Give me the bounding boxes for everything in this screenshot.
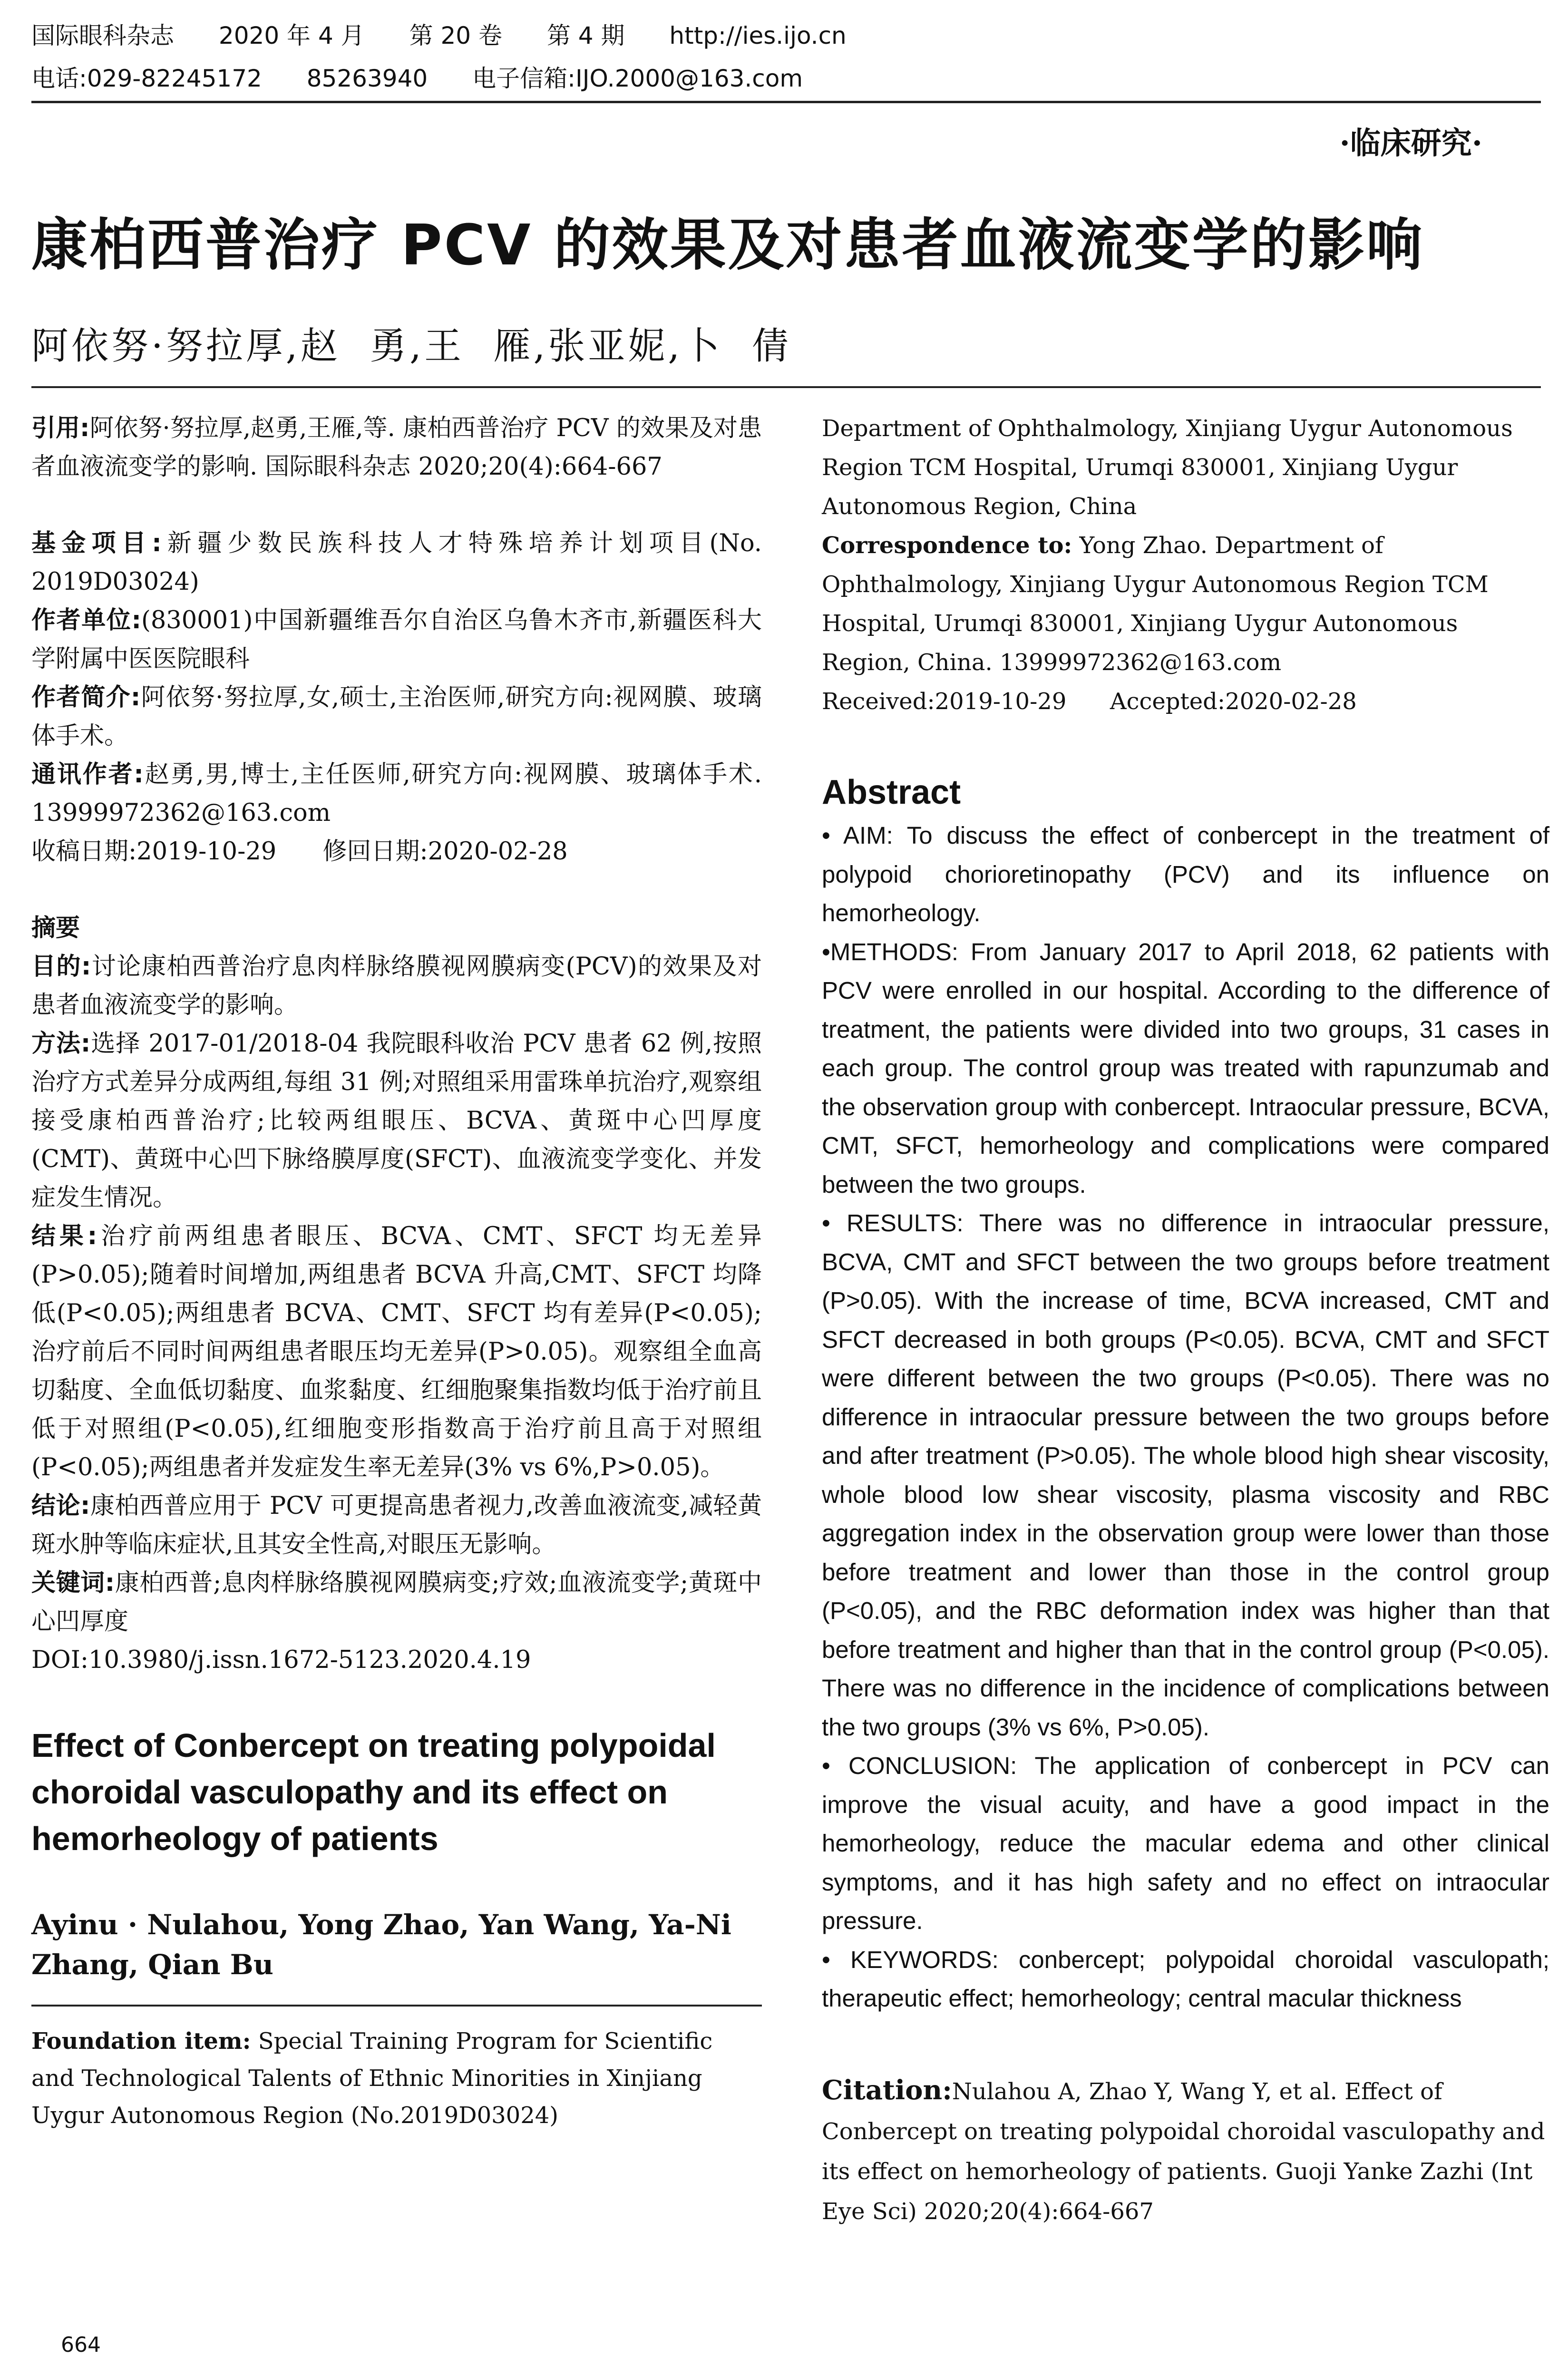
left-column bbox=[31, 409, 762, 2134]
email[interactable]: 电子信箱:IJO.2000@163.com bbox=[472, 65, 803, 92]
authors-cn: 阿依努·努拉厚,赵 勇,王 雁,张亚妮,卜 倩 bbox=[31, 325, 792, 368]
affiliation-cn-label: 作者单位: bbox=[31, 606, 141, 634]
right-column bbox=[822, 409, 1549, 2231]
article-title-en: Effect of Conbercept on treating polypoidal choroidal vasculopathy and its effect on hemorheology of patients bbox=[31, 1727, 716, 1857]
correspondence-en-text: Yong Zhao. Department of Ophthalmology, Xinjiang Uygur Autonomous Region TCM Hospital, Urumqi 830001, Xinjiang Uygur Autonomous Region, China. 13999972362@163.com bbox=[822, 532, 1489, 676]
conclusion-cn bbox=[31, 1487, 762, 1564]
foundation-en-label: Foundation item: bbox=[31, 2028, 251, 2055]
aim-cn-label: 目的: bbox=[31, 953, 91, 981]
citation-en-text: Nulahou A, Zhao Y, Wang Y, et al. Effect of Conbercept on treating polypoidal choroidal vasculopathy and its effect on hemorheology of patients. Guoji Yanke Zazhi (Int Eye Sci) 2020;20(4):664-667 bbox=[822, 2078, 1545, 2225]
keywords-en: • KEYWORDS: conbercept; polypoidal choroidal vasculopath; therapeutic effect; hemorheology; central macular thickness bbox=[822, 1946, 1549, 2012]
aim-en: • AIM: To discuss the effect of conbercept in the treatment of polypoid chorioretinopathy (PCV) and its influence on hemorheology. bbox=[822, 822, 1549, 926]
correspondence-en bbox=[822, 526, 1549, 682]
journal-url[interactable]: http://ies.ijo.cn bbox=[669, 22, 847, 49]
author-bio-cn bbox=[31, 678, 762, 755]
page-number: 664 bbox=[61, 2333, 101, 2357]
correspondence-en-label: Correspondence to: bbox=[822, 532, 1072, 559]
aim-cn-text: 讨论康柏西普治疗息肉样脉络膜视网膜病变(PCV)的效果及对患者血液流变学的影响。 bbox=[31, 953, 762, 1019]
results-cn-text: 治疗前两组患者眼压、BCVA、CMT、SFCT 均无差异(P>0.05);随着时间增加,两组患者 BCVA 升高,CMT、SFCT 均降低(P<0.05);两组患者 BCVA、CMT、SFCT 均有差异(P<0.05);治疗前后不同时间两组患者眼压均无差异(P>0.05)。观察组全血高切黏度、全血低切黏度、血浆黏度、红细胞聚集指数均低于治疗前且低于对照组(P<0.05),红细胞变形指数高于治疗前且高于对照组(P<0.05);两组患者并发症发生率无差异(3% vs 6%,P>0.05)。 bbox=[31, 1222, 762, 1481]
methods-cn-text: 选择 2017-01/2018-04 我院眼科收治 PCV 患者 62 例,按照治疗方式差异分成两组,每组 31 例;对照组采用雷珠单抗治疗,观察组接受康柏西普治疗;比较两组眼压、BCVA、黄斑中心凹厚度(CMT)、黄斑中心凹下脉络膜厚度(SFCT)、血液流变学变化、并发症发生情况。 bbox=[31, 1030, 762, 1212]
results-cn bbox=[31, 1217, 762, 1487]
received-en: Received:2019-10-29 Accepted:2020-02-28 bbox=[822, 688, 1357, 715]
issue-date: 2020 年 4 月 bbox=[218, 22, 365, 49]
results-en: • RESULTS: There was no difference in intraocular pressure, BCVA, CMT and SFCT between the two groups before treatment (P>0.05). With the increase of time, BCVA increased, CMT and SFCT decreased in both groups (P<0.05). BCVA, CMT and SFCT were different between the two groups (P<0.05). There was no difference in intraocular pressure between the two groups before and after treatment (P>0.05). The whole blood high shear viscosity, whole blood low shear viscosity, plasma viscosity and RBC aggregation index in the observation group were lower than those before treatment and lower than those in the control group (P<0.05), and the RBC deformation index was higher than that before treatment and higher than that in the control group (P<0.05). There was no difference in the incidence of complications between the two groups (3% vs 6%, P>0.05). bbox=[822, 1209, 1549, 1741]
methods-cn-label: 方法: bbox=[31, 1030, 91, 1058]
methods-cn bbox=[31, 1024, 762, 1217]
spacer bbox=[31, 486, 762, 524]
correspondence-cn-text: 赵勇,男,博士,主任医师,研究方向:视网膜、玻璃体手术. 13999972362@163.com bbox=[31, 760, 762, 827]
citation-en bbox=[822, 2070, 1549, 2231]
keywords-cn-label: 关键词: bbox=[31, 1569, 115, 1597]
citation-cn-text: 阿依努·努拉厚,赵勇,王雁,等. 康柏西普治疗 PCV 的效果及对患者血液流变学的影响. 国际眼科杂志 2020;20(4):664-667 bbox=[31, 414, 762, 481]
conclusion-en: • CONCLUSION: The application of conbercept in PCV can improve the visual acuity, and have a good impact in the hemorheology, reduce the macular edema and other clinical symptoms, and it has high safety and no effect on intraocular pressure. bbox=[822, 1752, 1549, 1934]
abstract-heading-cn: 摘要 bbox=[31, 914, 80, 942]
foundation-en bbox=[31, 2023, 762, 2134]
section-tag: ·临床研究· bbox=[1339, 126, 1482, 161]
fund-cn bbox=[31, 524, 762, 601]
journal-name: 国际眼科杂志 bbox=[31, 22, 174, 49]
doi[interactable]: DOI:10.3980/j.issn.1672-5123.2020.4.19 bbox=[31, 1646, 531, 1674]
results-cn-label: 结果: bbox=[31, 1222, 97, 1250]
author-bio-cn-label: 作者简介: bbox=[31, 683, 141, 711]
running-header-line1 bbox=[31, 21, 884, 50]
citation-cn-label: 引用: bbox=[31, 414, 90, 442]
issue-number: 第 4 期 bbox=[546, 22, 625, 49]
affiliation-cn-text: (830001)中国新疆维吾尔自治区乌鲁木齐市,新疆医科大学附属中医医院眼科 bbox=[31, 606, 762, 673]
article-title-cn: 康柏西普治疗 PCV 的效果及对患者血液流变学的影响 bbox=[31, 212, 1424, 278]
keywords-cn-text: 康柏西普;息肉样脉络膜视网膜病变;疗效;血液流变学;黄斑中心凹厚度 bbox=[31, 1569, 762, 1636]
header-rule bbox=[31, 101, 1541, 103]
phone: 电话:029-82245172 bbox=[31, 65, 262, 92]
authors-en: Ayinu · Nulahou, Yong Zhao, Yan Wang, Ya-Ni Zhang, Qian Bu bbox=[31, 1909, 731, 1981]
keywords-cn bbox=[31, 1564, 762, 1641]
aim-cn bbox=[31, 947, 762, 1024]
volume: 第 20 卷 bbox=[409, 22, 502, 49]
dates-cn: 收稿日期:2019-10-29 修回日期:2020-02-28 bbox=[31, 838, 568, 866]
methods-en: •METHODS: From January 2017 to April 2018, 62 patients with PCV were enrolled in our hospital. According to the difference of treatment, the patients were divided into two groups, 31 cases in each group. The control group was treated with rapunzumab and the observation group with conbercept. Intraocular pressure, BCVA, CMT, SFCT, hemorheology and complications were compared between the two groups. bbox=[822, 938, 1549, 1198]
correspondence-cn bbox=[31, 755, 762, 832]
title-rule bbox=[31, 386, 1541, 388]
fund-cn-text: 新疆少数民族科技人才特殊培养计划项目(No. 2019D03024) bbox=[31, 529, 762, 596]
affiliation-cn bbox=[31, 601, 762, 678]
citation-en-label: Citation: bbox=[822, 2074, 952, 2106]
author-bio-cn-text: 阿依努·努拉厚,女,硕士,主治医师,研究方向:视网膜、玻璃体手术。 bbox=[31, 683, 762, 750]
correspondence-cn-label: 通讯作者: bbox=[31, 760, 144, 789]
foundation-en-text: Special Training Program for Scientific and Technological Talents of Ethnic Minorities in Xinjiang Uygur Autonomous Region (No.2019D03024) bbox=[31, 2028, 713, 2129]
authors-rule bbox=[31, 2005, 762, 2007]
phone-secondary: 85263940 bbox=[306, 65, 428, 92]
conclusion-cn-label: 结论: bbox=[31, 1492, 90, 1520]
fund-cn-label: 基金项目: bbox=[31, 529, 162, 557]
running-header-line2 bbox=[31, 64, 840, 93]
conclusion-cn-text: 康柏西普应用于 PCV 可更提高患者视力,改善血液流变,减轻黄斑水肿等临床症状,且其安全性高,对眼压无影响。 bbox=[31, 1492, 762, 1559]
spacer bbox=[31, 871, 762, 909]
citation-cn bbox=[31, 409, 762, 486]
department-en: Department of Ophthalmology, Xinjiang Uygur Autonomous Region TCM Hospital, Urumqi 830001, Xinjiang Uygur Autonomous Region, China bbox=[822, 415, 1513, 520]
abstract-heading-en: Abstract bbox=[822, 773, 961, 811]
